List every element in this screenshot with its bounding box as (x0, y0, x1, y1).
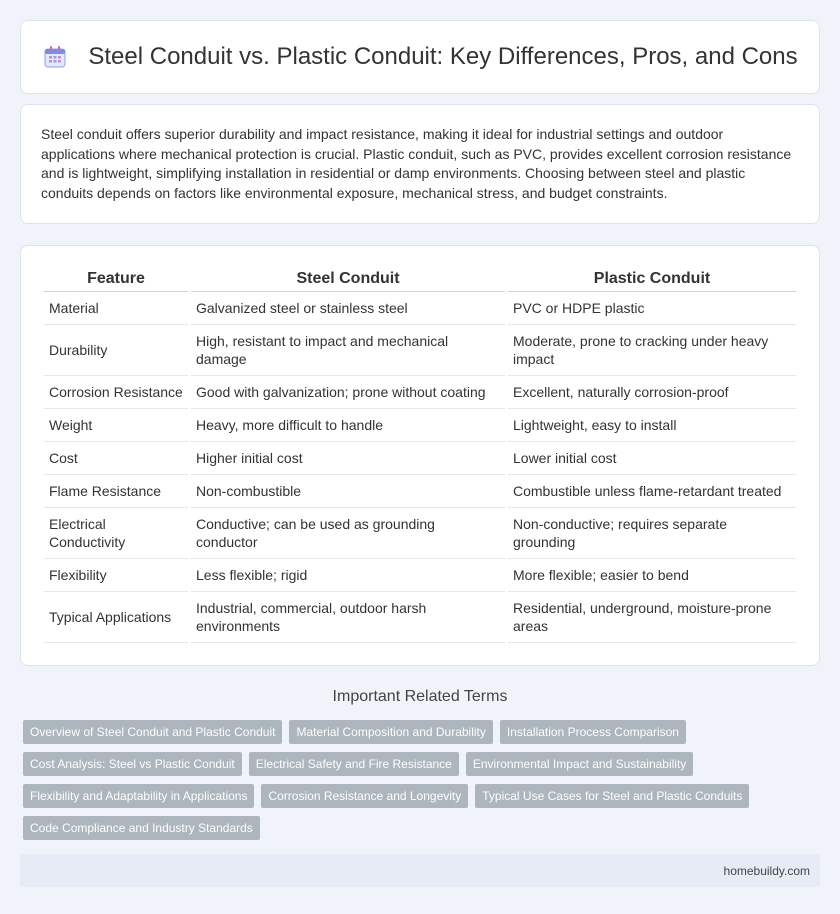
row-plastic: Lightweight, easy to install (508, 409, 796, 442)
intro-text: Steel conduit offers superior durability and impact resistance, making it ideal for industrial settings and outdoor applications where mechanical protection is crucial. Plastic conduit, such as PVC, provides excellent corrosion resistance and is lightweight, simplifying installation in residential or damp environments. Choosing between steel and plastic conduits depends on factors like environmental exposure, mechanical stress, and budget constraints. (41, 126, 792, 201)
header-steel: Steel Conduit (191, 268, 505, 292)
table-row (44, 376, 796, 409)
row-steel: Higher initial cost (191, 442, 505, 475)
header-feature: Feature (44, 268, 188, 292)
table-row (44, 592, 796, 643)
row-feature: Durability (44, 325, 188, 376)
comparison-table-card (20, 245, 820, 666)
table-row (44, 409, 796, 442)
row-steel: Industrial, commercial, outdoor harsh environments (191, 592, 505, 643)
row-plastic: Non-conductive; requires separate grounding (508, 508, 796, 559)
row-feature: Electrical Conductivity (44, 508, 188, 559)
related-tag[interactable]: Typical Use Cases for Steel and Plastic Conduits (475, 784, 749, 808)
row-feature: Weight (44, 409, 188, 442)
row-steel: Non-combustible (191, 475, 505, 508)
calendar-icon (42, 44, 68, 70)
header-plastic: Plastic Conduit (508, 268, 796, 292)
related-tag[interactable]: Electrical Safety and Fire Resistance (249, 752, 459, 776)
intro-card (20, 104, 820, 224)
related-terms-title: Important Related Terms (332, 688, 508, 705)
row-feature: Typical Applications (44, 592, 188, 643)
related-tag[interactable]: Cost Analysis: Steel vs Plastic Conduit (23, 752, 242, 776)
page-title: Steel Conduit vs. Plastic Conduit: Key Differences, Pros, and Cons (88, 43, 798, 70)
row-feature: Flame Resistance (44, 475, 188, 508)
table-row (44, 559, 796, 592)
header-card (20, 20, 820, 94)
row-steel: Good with galvanization; prone without coating (191, 376, 505, 409)
row-steel: Less flexible; rigid (191, 559, 505, 592)
row-feature: Cost (44, 442, 188, 475)
footer-site-link[interactable]: homebuildy.com (723, 863, 810, 878)
row-plastic: Excellent, naturally corrosion-proof (508, 376, 796, 409)
table-row (44, 508, 796, 559)
related-terms-section (20, 688, 820, 840)
row-plastic: Moderate, prone to cracking under heavy impact (508, 325, 796, 376)
related-tag[interactable]: Corrosion Resistance and Longevity (261, 784, 468, 808)
related-terms-tags (20, 720, 820, 840)
row-feature: Corrosion Resistance (44, 376, 188, 409)
row-feature: Material (44, 292, 188, 325)
table-row (44, 442, 796, 475)
table-row (44, 325, 796, 376)
row-plastic: Lower initial cost (508, 442, 796, 475)
row-plastic: PVC or HDPE plastic (508, 292, 796, 325)
related-tag[interactable]: Installation Process Comparison (500, 720, 686, 744)
related-tag[interactable]: Material Composition and Durability (289, 720, 492, 744)
table-row (44, 292, 796, 325)
row-steel: Conductive; can be used as grounding conductor (191, 508, 505, 559)
related-tag[interactable]: Overview of Steel Conduit and Plastic Conduit (23, 720, 282, 744)
row-plastic: Residential, underground, moisture-prone areas (508, 592, 796, 643)
footer (20, 854, 820, 887)
related-tag[interactable]: Environmental Impact and Sustainability (466, 752, 693, 776)
row-feature: Flexibility (44, 559, 188, 592)
row-steel: High, resistant to impact and mechanical damage (191, 325, 505, 376)
table-row (44, 475, 796, 508)
related-tag[interactable]: Flexibility and Adaptability in Applications (23, 784, 254, 808)
row-plastic: Combustible unless flame-retardant treated (508, 475, 796, 508)
related-tag[interactable]: Code Compliance and Industry Standards (23, 816, 260, 840)
row-plastic: More flexible; easier to bend (508, 559, 796, 592)
row-steel: Galvanized steel or stainless steel (191, 292, 505, 325)
row-steel: Heavy, more difficult to handle (191, 409, 505, 442)
table-header-row (44, 268, 796, 292)
comparison-table (41, 268, 799, 643)
